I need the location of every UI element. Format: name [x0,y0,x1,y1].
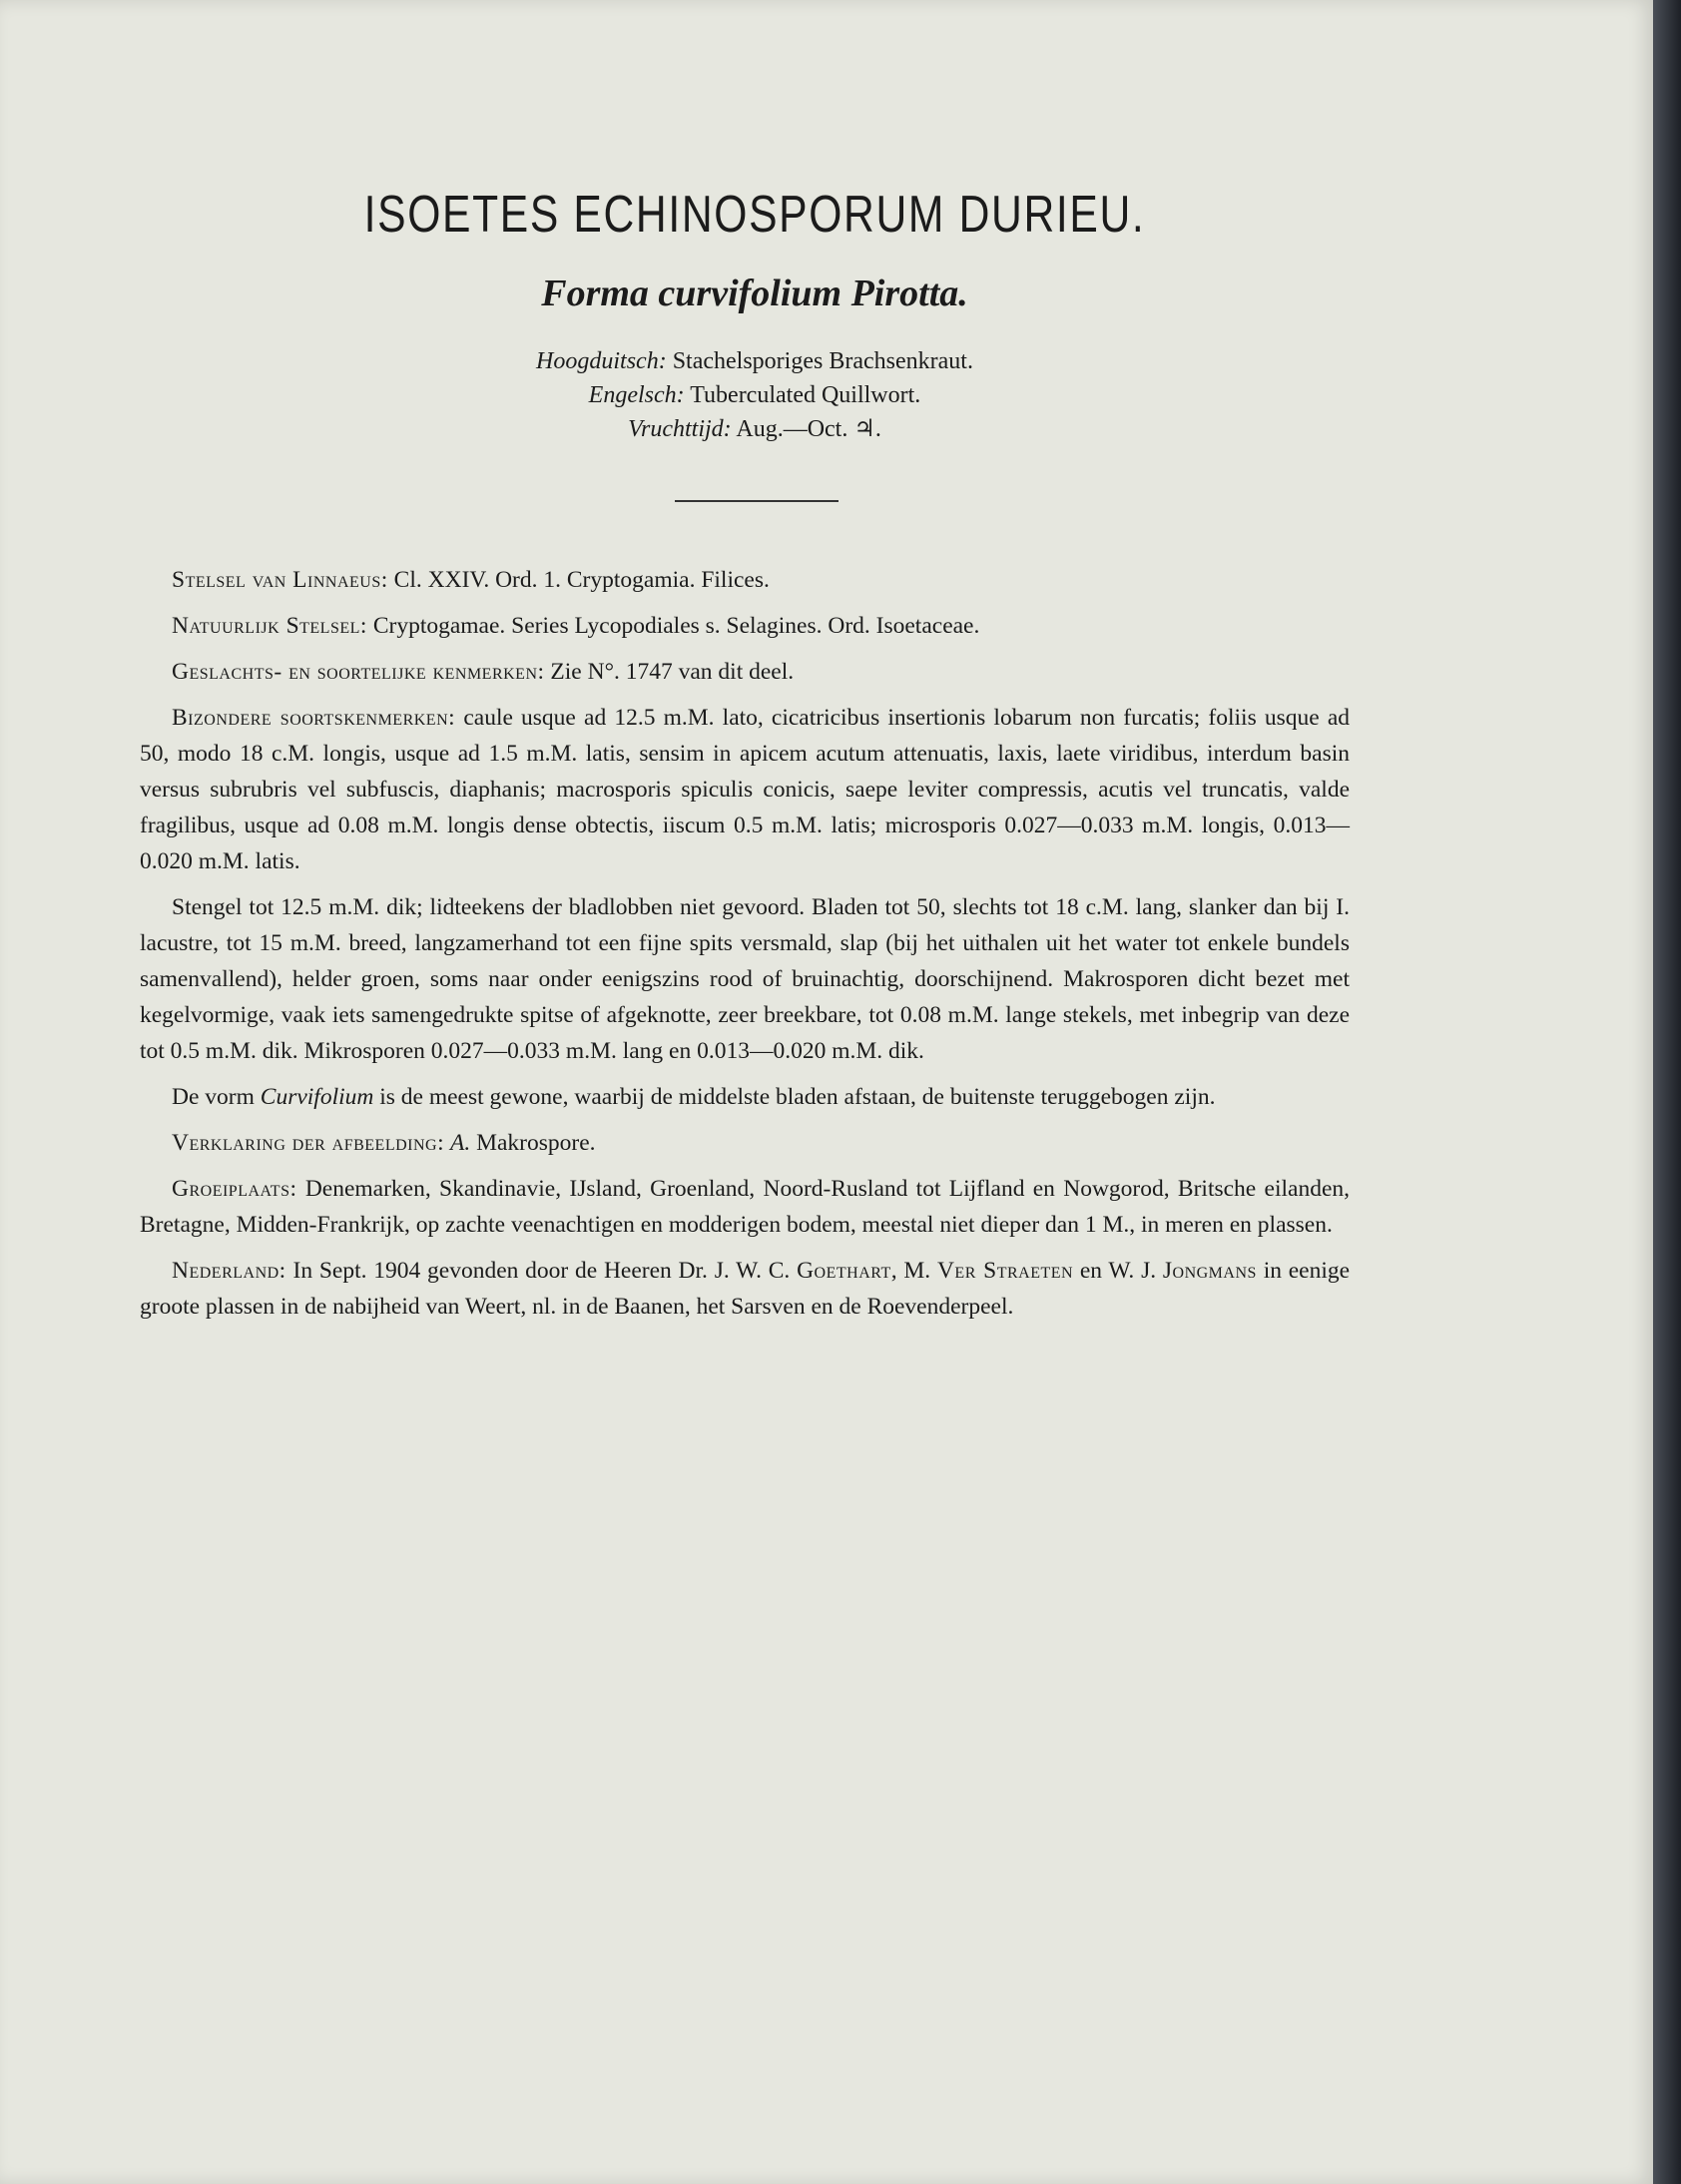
section-label: Stelsel van Linnaeus: [172,567,388,593]
section-text: Zie N°. 1747 van dit deel. [550,659,795,685]
section-text: Cryptogamae. Series Lycopodiales s. Selagines. Ord. Isoetaceae. [372,613,980,639]
form-name: Curvifolium [260,1084,374,1110]
name-line-english [0,378,1509,412]
section-label: Geslachts- en soortelijke kenmerken: [172,659,545,685]
name-value: Tuberculated Quillwort. [690,382,921,408]
paragraph-figure-legend [140,1125,1350,1161]
name-label: Engelsch: [588,382,685,408]
section-label: Bizondere soortskenmerken: [172,705,456,731]
section-text: caule usque ad 12.5 m.M. lato, cicatricibus insertionis lobarum non furcatis; foliis usque ad 50, modo 18 c.M. longis, usque ad 1.5 m.M. latis, sensim in apicem acutum attenuatis, laxis, laete viridibus, interdum basin versus subrubris vel subfuscis, diaphanis; macrosporis spiculis conicis, saepe leviter compressis, acutis vel truncatis, valde fragilibus, usque ad 0.08 m.M. longis dense obtectis, iiscum 0.5 m.M. latis; microsporis 0.027—0.033 m.M. longis, 0.013—0.020 m.M. latis. [140,705,1351,874]
paragraph-habitat [140,1171,1350,1243]
section-label: Nederland: [172,1258,286,1284]
figure-letter: A. [450,1130,471,1156]
section-text: Makrospore. [476,1130,596,1156]
name-line-german [0,344,1509,378]
name-label: Hoogduitsch: [536,348,667,374]
section-label: Natuurlijk Stelsel: [172,613,367,639]
name-value: Stachelsporiges Brachsenkraut. [672,348,973,374]
section-label: Groeiplaats: [172,1176,297,1202]
page-title: ISOETES ECHINOSPORUM DURIEU. [363,186,1146,244]
common-names [0,344,1509,446]
name-line-fruiting [0,412,1509,446]
form-text-post: is de meest gewone, waarbij de middelste bladen afstaan, de buitenste teruggebogen zijn. [379,1084,1216,1110]
paragraph-netherlands [140,1253,1350,1325]
paragraph-species-characters [140,700,1350,879]
person-name: Goethart [797,1258,891,1284]
section-text: Cl. XXIV. Ord. 1. Cryptogamia. Filices. [393,567,770,593]
body-text [140,562,1350,1335]
name-label: Vruchttijd: [628,416,732,442]
page-subtitle: Forma curvifolium Pirotta. [541,273,968,314]
paragraph-linnaeus [140,562,1350,598]
section-label: Verklaring der afbeelding: [172,1130,445,1156]
book-spine [1653,0,1681,2184]
person-name: Jongmans [1162,1258,1257,1284]
paragraph-form [140,1079,1350,1115]
paragraph-natural-system [140,608,1350,644]
form-text-pre: De vorm [172,1084,255,1110]
section-text: en W. J. [1079,1258,1157,1284]
person-name: Ver Straeten [936,1258,1074,1284]
section-text: In Sept. 1904 gevonden door de Heeren Dr. J. W. C. [292,1258,791,1284]
section-text: , M. [890,1258,931,1284]
paragraph-genus-characters [140,654,1350,690]
paragraph-description: Stengel tot 12.5 m.M. dik; lidteekens der bladlobben niet gevoord. Bladen tot 50, slechts tot 18 c.M. lang, slanker dan bij I. lacustre, tot 15 m.M. breed, langzamerhand tot een fijne spits versmald, slap (bij het uithalen uit het water tot enkele bundels samenvallend), helder groen, soms naar onder eenigszins rood of bruinachtig, doorschijnend. Makrosporen dicht bezet met kegelvormige, vaak iets samengedrukte spitse of afgeknotte, zeer breekbare, tot 0.08 m.M. lange stekels, met inbegrip van deze tot 0.5 m.M. dik. Mikrosporen 0.027—0.033 m.M. lang en 0.013—0.020 m.M. dik. [140,894,1350,1064]
divider [675,500,839,502]
name-value: Aug.—Oct. ♃. [736,416,881,442]
section-text: in eenige groote plassen in de nabijheid van Weert, nl. in de Baanen, het Sarsven en de Roevenderpeel. [140,1258,1351,1320]
section-text: Denemarken, Skandinavie, IJsland, Groenland, Noord-Rusland tot Lijfland en Nowgorod, Britsche eilanden, Bretagne, Midden-Frankrijk, op zachte veenachtigen en modderigen bodem, meestal niet dieper dan 1 M., in meren en plassen. [140,1176,1351,1238]
